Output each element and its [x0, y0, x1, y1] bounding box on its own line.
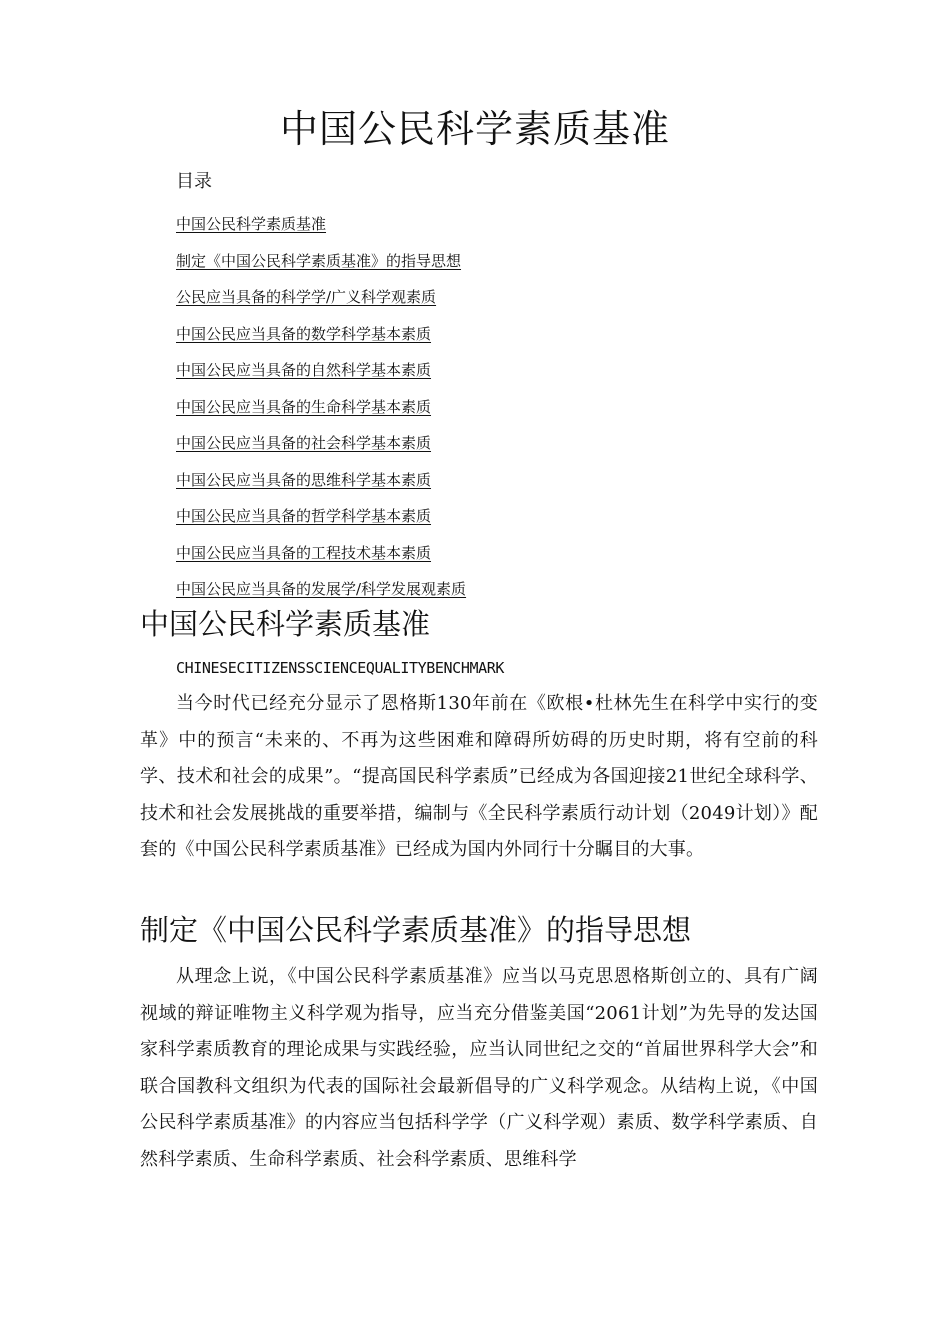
toc-link[interactable]: 中国公民科学素质基准 — [176, 215, 327, 233]
toc-link[interactable]: 中国公民应当具备的思维科学基本素质 — [176, 470, 432, 489]
toc-heading: 目录 — [176, 171, 212, 192]
english-subtitle: CHINESECITIZENSSCIENCEQUALITYBENCHMARK — [176, 659, 504, 677]
document-title: 中国公民科学素质基准 — [279, 107, 670, 151]
toc-item — [176, 322, 466, 359]
toc-item — [176, 504, 466, 541]
toc-item — [176, 249, 466, 286]
toc-item — [176, 285, 466, 322]
toc-item — [176, 395, 466, 432]
toc-item — [176, 358, 466, 395]
toc-link[interactable]: 中国公民应当具备的发展学/科学发展观素质 — [176, 580, 467, 598]
toc-link[interactable]: 公民应当具备的科学学/广义科学观素质 — [176, 288, 437, 306]
toc-item — [176, 212, 466, 249]
guiding-ideology-paragraph: 从理念上说，《中国公民科学素质基准》应当以马克思恩格斯创立的、具有广阔视域的辩证唯物主义科学观为指导，应当充分借鉴美国“2061计划”为先导的发达国家科学素质教育的理论成果与实践经验，应当认同世纪之交的“首届世界科学大会”和联合国教科文组织为代表的国际社会最新倡导的广义科学观念。从结构上说，《中国公民科学素质基准》的内容应当包括科学学（广义科学观）素质、数学科学素质、自然科学素质、生命科学素质、社会科学素质、思维科学 — [140, 966, 818, 1170]
toc-item — [176, 541, 466, 578]
section-heading-guiding-ideology: 制定《中国公民科学素质基准》的指导思想 — [140, 913, 692, 947]
toc-item — [176, 468, 466, 505]
table-of-contents — [176, 212, 466, 614]
toc-item — [176, 431, 466, 468]
toc-link[interactable]: 中国公民应当具备的哲学科学基本素质 — [176, 507, 432, 525]
toc-link[interactable]: 制定《中国公民科学素质基准》的指导思想 — [176, 251, 462, 270]
toc-link[interactable]: 中国公民应当具备的工程技术基本素质 — [176, 543, 432, 562]
toc-link[interactable]: 中国公民应当具备的数学科学基本素质 — [176, 324, 432, 343]
intro-paragraph: 当今时代已经充分显示了恩格斯130年前在《欧根•杜林先生在科学中实行的变革》中的预言“未来的、不再为这些困难和障碍所妨碍的历史时期，将有空前的科学、技术和社会的成果”。“提高国民科学素质”已经成为各国迎接21世纪全球科学、技术和社会发展挑战的重要举措，编制与《全民科学素质行动计划（2049计划）》配套的《中国公民科学素质基准》已经成为国内外同行十分瞩目的大事。 — [140, 693, 818, 860]
toc-link[interactable]: 中国公民应当具备的自然科学基本素质 — [176, 361, 432, 379]
toc-link[interactable]: 中国公民应当具备的社会科学基本素质 — [176, 434, 432, 452]
toc-link[interactable]: 中国公民应当具备的生命科学基本素质 — [176, 397, 432, 416]
section-heading-benchmark: 中国公民科学素质基准 — [140, 607, 431, 641]
